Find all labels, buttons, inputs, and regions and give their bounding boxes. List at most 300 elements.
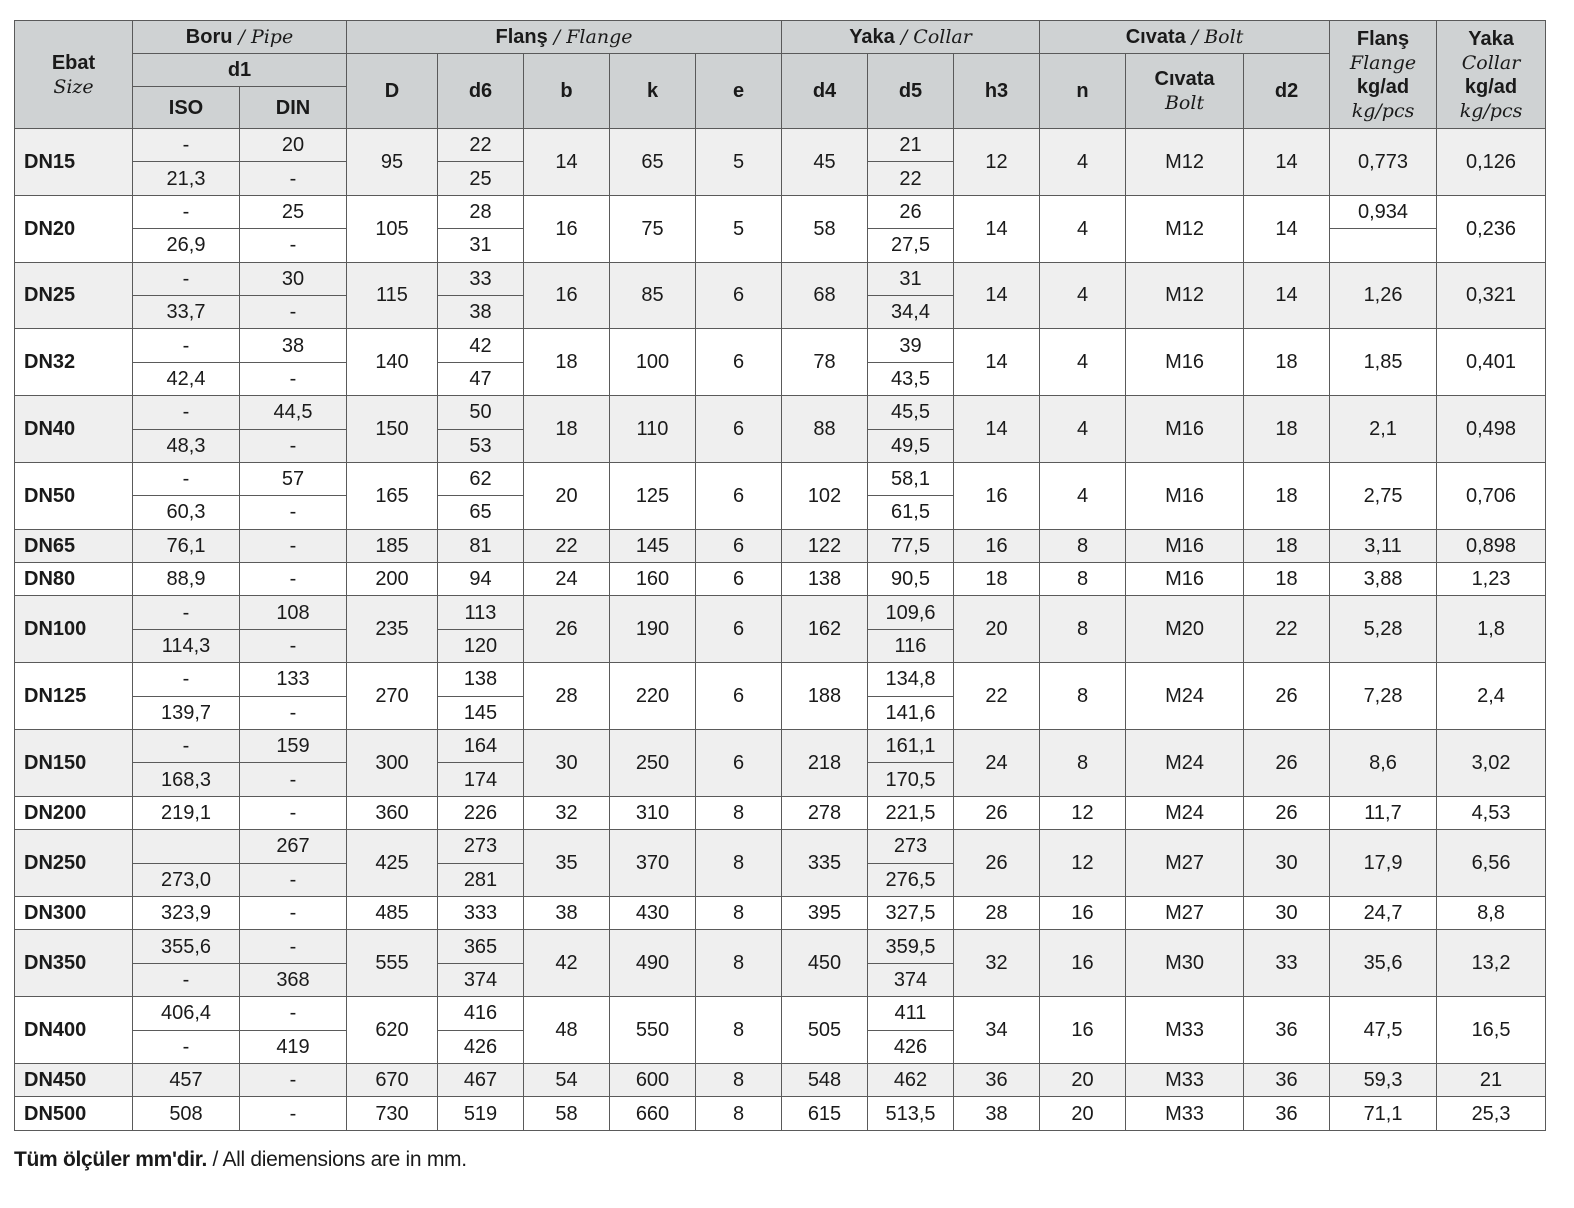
flange-d6-cell: 50 <box>438 396 524 429</box>
flange-D-cell: 115 <box>347 262 438 329</box>
collar-d5-cell: 462 <box>868 1063 954 1096</box>
collar-d5-cell: 134,8 <box>868 663 954 696</box>
size-header: Ebat Size <box>15 21 133 129</box>
collar-h3-cell: 14 <box>954 195 1040 262</box>
bolt-size-cell: M16 <box>1126 563 1244 596</box>
flange-d6-cell: 38 <box>438 295 524 328</box>
iso-cell: - <box>133 195 240 228</box>
collar-d5-cell: 411 <box>868 997 954 1030</box>
flange-d6-cell: 519 <box>438 1097 524 1130</box>
flange-D-cell: 95 <box>347 129 438 196</box>
flange-b-cell: 22 <box>524 529 610 562</box>
flange-b-cell: 20 <box>524 462 610 529</box>
collar-h3-cell: 16 <box>954 529 1040 562</box>
flange-header: Flanş / Flange <box>347 21 782 54</box>
din-cell: - <box>240 896 347 929</box>
din-cell: - <box>240 763 347 796</box>
collar-weight-cell: 0,898 <box>1437 529 1546 562</box>
collar-d4-cell: 102 <box>782 462 868 529</box>
flange-D-cell: 165 <box>347 462 438 529</box>
flange-b-cell: 58 <box>524 1097 610 1130</box>
collar-d5-cell: 359,5 <box>868 930 954 963</box>
collar-d5-cell: 374 <box>868 963 954 996</box>
bolt-size-cell: M12 <box>1126 129 1244 196</box>
bolt-d2-cell: 30 <box>1244 830 1330 897</box>
collar-d4-cell: 88 <box>782 396 868 463</box>
din-cell: - <box>240 429 347 462</box>
collar-h3-cell: 26 <box>954 796 1040 829</box>
bolt-n-cell: 16 <box>1040 997 1126 1064</box>
bolt-d2-cell: 36 <box>1244 997 1330 1064</box>
collar-d5-cell: 221,5 <box>868 796 954 829</box>
flange-d6-cell: 22 <box>438 129 524 162</box>
flange-b-cell: 26 <box>524 596 610 663</box>
flange-weight-cell: 24,7 <box>1330 896 1437 929</box>
bolt-d2-cell: 14 <box>1244 195 1330 262</box>
collar-d4-cell: 162 <box>782 596 868 663</box>
collar-d5-cell: 39 <box>868 329 954 362</box>
collar-h3-cell: 20 <box>954 596 1040 663</box>
din-cell: 20 <box>240 129 347 162</box>
iso-cell: - <box>133 329 240 362</box>
size-cell: DN150 <box>15 730 133 797</box>
flange-b-cell: 18 <box>524 329 610 396</box>
bolt-d2-cell: 14 <box>1244 262 1330 329</box>
collar-d5-cell: 34,4 <box>868 295 954 328</box>
flange-d6-cell: 281 <box>438 863 524 896</box>
pipe-header: Boru / Pipe <box>133 21 347 54</box>
flange-weight-cell: 17,9 <box>1330 830 1437 897</box>
flange-k-cell: 145 <box>610 529 696 562</box>
bolt-size-cell: M33 <box>1126 1097 1244 1130</box>
flange-d6-cell: 467 <box>438 1063 524 1096</box>
collar-d5-cell: 45,5 <box>868 396 954 429</box>
collar-d4-cell: 335 <box>782 830 868 897</box>
col-e-header: e <box>696 54 782 129</box>
flange-d6-cell: 226 <box>438 796 524 829</box>
flange-weight-header: Flanş Flange kg/ad kg/pcs <box>1330 21 1437 129</box>
flange-d6-cell: 174 <box>438 763 524 796</box>
iso-cell: - <box>133 596 240 629</box>
din-cell: - <box>240 1097 347 1130</box>
flange-D-cell: 620 <box>347 997 438 1064</box>
iso-cell: 355,6 <box>133 930 240 963</box>
iso-cell: 21,3 <box>133 162 240 195</box>
size-cell: DN400 <box>15 997 133 1064</box>
flange-D-cell: 425 <box>347 830 438 897</box>
bolt-size-cell: M24 <box>1126 730 1244 797</box>
flange-k-cell: 550 <box>610 997 696 1064</box>
collar-weight-cell: 0,706 <box>1437 462 1546 529</box>
flange-weight-cell: 1,85 <box>1330 329 1437 396</box>
collar-header: Yaka / Collar <box>782 21 1040 54</box>
flange-e-cell: 6 <box>696 462 782 529</box>
size-cell: DN250 <box>15 830 133 897</box>
flange-weight-cell: 2,75 <box>1330 462 1437 529</box>
flange-D-cell: 360 <box>347 796 438 829</box>
flange-e-cell: 6 <box>696 663 782 730</box>
flange-weight-cell: 3,88 <box>1330 563 1437 596</box>
collar-weight-cell: 16,5 <box>1437 997 1546 1064</box>
flange-k-cell: 220 <box>610 663 696 730</box>
flange-weight-cell: 8,6 <box>1330 730 1437 797</box>
col-din-header: DIN <box>240 87 347 129</box>
col-d4-header: d4 <box>782 54 868 129</box>
table-row <box>15 529 1546 562</box>
iso-cell: 168,3 <box>133 763 240 796</box>
flange-D-cell: 185 <box>347 529 438 562</box>
col-d6-header: d6 <box>438 54 524 129</box>
bolt-size-cell: M16 <box>1126 329 1244 396</box>
flange-b-cell: 24 <box>524 563 610 596</box>
collar-d5-cell: 426 <box>868 1030 954 1063</box>
bolt-size-cell: M16 <box>1126 396 1244 463</box>
din-cell: 25 <box>240 195 347 228</box>
bolt-n-cell: 8 <box>1040 529 1126 562</box>
collar-d5-cell: 513,5 <box>868 1097 954 1130</box>
table-row <box>15 997 1546 1030</box>
bolt-n-cell: 20 <box>1040 1097 1126 1130</box>
flange-weight-cell: 5,28 <box>1330 596 1437 663</box>
bolt-n-cell: 12 <box>1040 830 1126 897</box>
collar-weight-cell: 1,8 <box>1437 596 1546 663</box>
flange-D-cell: 105 <box>347 195 438 262</box>
iso-cell: - <box>133 1030 240 1063</box>
flange-D-cell: 730 <box>347 1097 438 1130</box>
iso-cell: 60,3 <box>133 496 240 529</box>
bolt-d2-cell: 36 <box>1244 1097 1330 1130</box>
flange-k-cell: 85 <box>610 262 696 329</box>
bolt-size-cell: M27 <box>1126 896 1244 929</box>
d1-header: d1 <box>133 54 347 87</box>
flange-d6-cell: 113 <box>438 596 524 629</box>
table-row <box>15 796 1546 829</box>
iso-cell: - <box>133 663 240 696</box>
size-cell: DN100 <box>15 596 133 663</box>
bolt-size-cell: M33 <box>1126 997 1244 1064</box>
flange-e-cell: 5 <box>696 129 782 196</box>
bolt-d2-cell: 18 <box>1244 563 1330 596</box>
flange-e-cell: 6 <box>696 529 782 562</box>
bolt-size-cell: M30 <box>1126 930 1244 997</box>
collar-weight-cell: 4,53 <box>1437 796 1546 829</box>
flange-k-cell: 75 <box>610 195 696 262</box>
flange-weight-cell: 2,1 <box>1330 396 1437 463</box>
flange-k-cell: 600 <box>610 1063 696 1096</box>
flange-weight-cell: 71,1 <box>1330 1097 1437 1130</box>
flange-d6-cell: 426 <box>438 1030 524 1063</box>
col-b-header: b <box>524 54 610 129</box>
flange-k-cell: 100 <box>610 329 696 396</box>
bolt-d2-cell: 18 <box>1244 329 1330 396</box>
din-cell: - <box>240 930 347 963</box>
flange-e-cell: 5 <box>696 195 782 262</box>
bolt-d2-cell: 36 <box>1244 1063 1330 1096</box>
col-d5-header: d5 <box>868 54 954 129</box>
table-row <box>15 830 1546 863</box>
flange-e-cell: 6 <box>696 329 782 396</box>
flange-e-cell: 8 <box>696 1063 782 1096</box>
flange-d6-cell: 31 <box>438 229 524 262</box>
bolt-size-cell: M16 <box>1126 529 1244 562</box>
bolt-size-cell: M27 <box>1126 830 1244 897</box>
table-row <box>15 462 1546 495</box>
din-cell: 38 <box>240 329 347 362</box>
flange-weight-cell: 11,7 <box>1330 796 1437 829</box>
flange-k-cell: 310 <box>610 796 696 829</box>
bolt-size-cell: M33 <box>1126 1063 1244 1096</box>
bolt-n-cell: 8 <box>1040 563 1126 596</box>
collar-d5-cell: 161,1 <box>868 730 954 763</box>
flange-b-cell: 28 <box>524 663 610 730</box>
table-header <box>15 21 1546 129</box>
bolt-n-cell: 20 <box>1040 1063 1126 1096</box>
flange-weight-cell: 59,3 <box>1330 1063 1437 1096</box>
iso-cell: 48,3 <box>133 429 240 462</box>
din-cell: 108 <box>240 596 347 629</box>
collar-d5-cell: 58,1 <box>868 462 954 495</box>
bolt-d2-cell: 14 <box>1244 129 1330 196</box>
flange-weight-cell: 3,11 <box>1330 529 1437 562</box>
size-cell: DN65 <box>15 529 133 562</box>
flange-b-cell: 38 <box>524 896 610 929</box>
flange-d6-cell: 81 <box>438 529 524 562</box>
flange-d6-cell: 33 <box>438 262 524 295</box>
din-cell: - <box>240 362 347 395</box>
iso-cell: 42,4 <box>133 362 240 395</box>
size-cell: DN25 <box>15 262 133 329</box>
iso-cell: 457 <box>133 1063 240 1096</box>
table-row <box>15 262 1546 295</box>
collar-h3-cell: 16 <box>954 462 1040 529</box>
bolt-n-cell: 4 <box>1040 129 1126 196</box>
din-cell: - <box>240 629 347 662</box>
flange-k-cell: 160 <box>610 563 696 596</box>
flange-k-cell: 110 <box>610 396 696 463</box>
table-row <box>15 896 1546 929</box>
collar-h3-cell: 34 <box>954 997 1040 1064</box>
din-cell: - <box>240 696 347 729</box>
iso-cell: 139,7 <box>133 696 240 729</box>
bolt-size-cell: M16 <box>1126 462 1244 529</box>
iso-cell: 508 <box>133 1097 240 1130</box>
din-cell: 419 <box>240 1030 347 1063</box>
bolt-size-cell: M24 <box>1126 796 1244 829</box>
table-row <box>15 730 1546 763</box>
size-cell: DN450 <box>15 1063 133 1096</box>
iso-cell: 88,9 <box>133 563 240 596</box>
din-cell: - <box>240 229 347 262</box>
bolt-d2-cell: 18 <box>1244 462 1330 529</box>
collar-h3-cell: 14 <box>954 262 1040 329</box>
din-cell: 159 <box>240 730 347 763</box>
iso-cell: 76,1 <box>133 529 240 562</box>
size-cell: DN32 <box>15 329 133 396</box>
bolt-size-cell: M24 <box>1126 663 1244 730</box>
bolt-d2-cell: 26 <box>1244 730 1330 797</box>
collar-weight-cell: 21 <box>1437 1063 1546 1096</box>
flange-d6-cell: 42 <box>438 329 524 362</box>
flange-b-cell: 35 <box>524 830 610 897</box>
din-cell: - <box>240 997 347 1030</box>
iso-cell: 33,7 <box>133 295 240 328</box>
bolt-n-cell: 8 <box>1040 730 1126 797</box>
flange-d6-cell: 94 <box>438 563 524 596</box>
bolt-d2-cell: 18 <box>1244 396 1330 463</box>
flange-weight-cell: 0,773 <box>1330 129 1437 196</box>
collar-d5-cell: 43,5 <box>868 362 954 395</box>
bolt-d2-cell: 26 <box>1244 663 1330 730</box>
collar-weight-cell: 3,02 <box>1437 730 1546 797</box>
flange-e-cell: 6 <box>696 396 782 463</box>
collar-h3-cell: 18 <box>954 563 1040 596</box>
table-row <box>15 329 1546 362</box>
iso-cell: 26,9 <box>133 229 240 262</box>
iso-cell: 114,3 <box>133 629 240 662</box>
flange-D-cell: 235 <box>347 596 438 663</box>
flange-D-cell: 200 <box>347 563 438 596</box>
bolt-d2-cell: 30 <box>1244 896 1330 929</box>
bolt-header: Cıvata / Bolt <box>1040 21 1330 54</box>
bolt-n-cell: 8 <box>1040 596 1126 663</box>
collar-d5-cell: 90,5 <box>868 563 954 596</box>
bolt-n-cell: 4 <box>1040 195 1126 262</box>
flange-D-cell: 555 <box>347 930 438 997</box>
size-cell: DN80 <box>15 563 133 596</box>
collar-d5-cell: 327,5 <box>868 896 954 929</box>
flange-b-cell: 18 <box>524 396 610 463</box>
collar-d4-cell: 58 <box>782 195 868 262</box>
collar-h3-cell: 24 <box>954 730 1040 797</box>
flange-d6-cell: 65 <box>438 496 524 529</box>
collar-d5-cell: 26 <box>868 195 954 228</box>
bolt-d2-cell: 18 <box>1244 529 1330 562</box>
size-cell: DN15 <box>15 129 133 196</box>
flange-d6-cell: 120 <box>438 629 524 662</box>
footnote: Tüm ölçüler mm'dir. / All diemensions are in mm. <box>14 1148 467 1171</box>
iso-cell <box>133 830 240 863</box>
collar-weight-cell: 0,401 <box>1437 329 1546 396</box>
flange-d6-cell: 416 <box>438 997 524 1030</box>
flange-b-cell: 42 <box>524 930 610 997</box>
flange-D-cell: 270 <box>347 663 438 730</box>
collar-h3-cell: 36 <box>954 1063 1040 1096</box>
flange-b-cell: 48 <box>524 997 610 1064</box>
flange-e-cell: 8 <box>696 930 782 997</box>
collar-h3-cell: 22 <box>954 663 1040 730</box>
collar-h3-cell: 14 <box>954 329 1040 396</box>
collar-weight-cell: 8,8 <box>1437 896 1546 929</box>
iso-cell: - <box>133 963 240 996</box>
collar-weight-cell: 0,321 <box>1437 262 1546 329</box>
iso-cell: - <box>133 396 240 429</box>
bolt-d2-cell: 33 <box>1244 930 1330 997</box>
table-row <box>15 930 1546 963</box>
flange-d6-cell: 62 <box>438 462 524 495</box>
flange-dimensions-table <box>14 20 1546 1131</box>
size-cell: DN125 <box>15 663 133 730</box>
table-row <box>15 663 1546 696</box>
table-row <box>15 195 1546 228</box>
flange-e-cell: 6 <box>696 563 782 596</box>
flange-d6-cell: 374 <box>438 963 524 996</box>
flange-d6-cell: 273 <box>438 830 524 863</box>
col-n-header: n <box>1040 54 1126 129</box>
collar-h3-cell: 14 <box>954 396 1040 463</box>
col-k-header: k <box>610 54 696 129</box>
table-row <box>15 396 1546 429</box>
flange-b-cell: 32 <box>524 796 610 829</box>
din-cell: 44,5 <box>240 396 347 429</box>
flange-d6-cell: 145 <box>438 696 524 729</box>
flange-d6-cell: 138 <box>438 663 524 696</box>
size-cell: DN20 <box>15 195 133 262</box>
flange-k-cell: 490 <box>610 930 696 997</box>
collar-weight-cell: 1,23 <box>1437 563 1546 596</box>
flange-k-cell: 370 <box>610 830 696 897</box>
collar-weight-cell: 6,56 <box>1437 830 1546 897</box>
flange-D-cell: 140 <box>347 329 438 396</box>
collar-d4-cell: 505 <box>782 997 868 1064</box>
bolt-d2-cell: 22 <box>1244 596 1330 663</box>
flange-k-cell: 65 <box>610 129 696 196</box>
flange-d6-cell: 28 <box>438 195 524 228</box>
din-cell: - <box>240 295 347 328</box>
flange-e-cell: 6 <box>696 730 782 797</box>
col-D-header: D <box>347 54 438 129</box>
iso-cell: 406,4 <box>133 997 240 1030</box>
flange-e-cell: 6 <box>696 596 782 663</box>
flange-e-cell: 8 <box>696 896 782 929</box>
collar-d4-cell: 395 <box>782 896 868 929</box>
collar-d4-cell: 188 <box>782 663 868 730</box>
bolt-n-cell: 4 <box>1040 262 1126 329</box>
iso-cell: 219,1 <box>133 796 240 829</box>
collar-d5-cell: 49,5 <box>868 429 954 462</box>
flange-weight-cell: 0,934 <box>1330 195 1437 228</box>
table-row <box>15 1097 1546 1130</box>
table-row <box>15 1063 1546 1096</box>
collar-d4-cell: 278 <box>782 796 868 829</box>
collar-h3-cell: 28 <box>954 896 1040 929</box>
collar-d5-cell: 31 <box>868 262 954 295</box>
collar-weight-cell: 25,3 <box>1437 1097 1546 1130</box>
collar-d4-cell: 548 <box>782 1063 868 1096</box>
bolt-n-cell: 16 <box>1040 930 1126 997</box>
collar-d5-cell: 116 <box>868 629 954 662</box>
flange-weight-cell: 7,28 <box>1330 663 1437 730</box>
collar-d5-cell: 22 <box>868 162 954 195</box>
collar-d4-cell: 68 <box>782 262 868 329</box>
collar-d5-cell: 27,5 <box>868 229 954 262</box>
flange-k-cell: 250 <box>610 730 696 797</box>
din-cell: 133 <box>240 663 347 696</box>
din-cell: - <box>240 529 347 562</box>
flange-e-cell: 6 <box>696 262 782 329</box>
table-body <box>15 129 1546 1131</box>
col-iso-header: ISO <box>133 87 240 129</box>
din-cell: - <box>240 496 347 529</box>
table-row <box>15 563 1546 596</box>
size-cell: DN50 <box>15 462 133 529</box>
collar-h3-cell: 32 <box>954 930 1040 997</box>
flange-b-cell: 14 <box>524 129 610 196</box>
bolt-n-cell: 4 <box>1040 396 1126 463</box>
bolt-size-cell: M20 <box>1126 596 1244 663</box>
collar-d4-cell: 78 <box>782 329 868 396</box>
collar-weight-cell: 0,498 <box>1437 396 1546 463</box>
iso-cell: 323,9 <box>133 896 240 929</box>
